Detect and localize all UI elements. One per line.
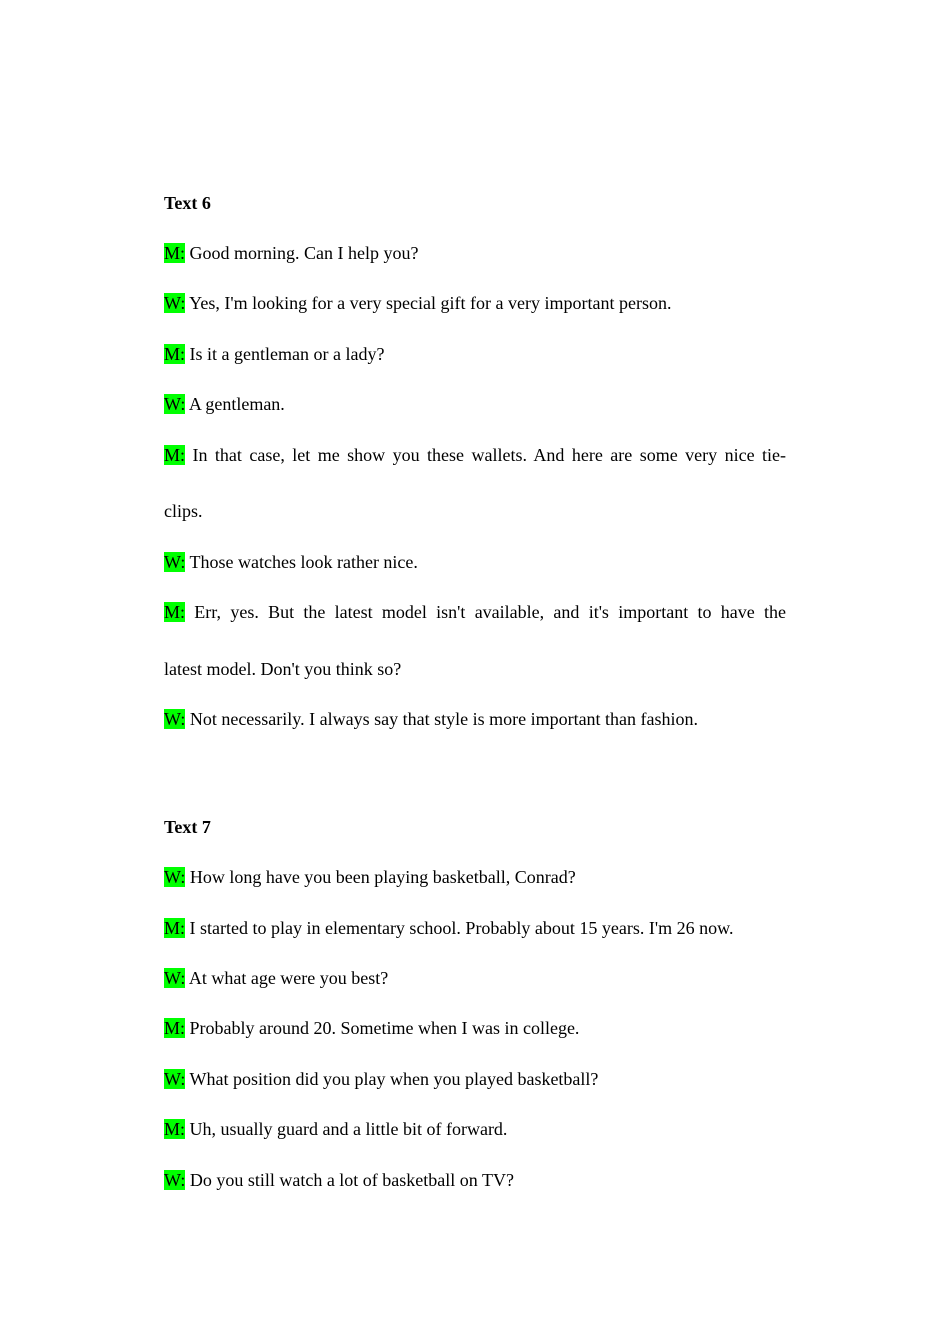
dialogue-line <box>164 1068 786 1090</box>
speaker-label: W: <box>164 1170 186 1190</box>
dialogue-text: In that case, let me show you these wallets. And here are some very nice tie- <box>185 445 786 465</box>
section-title-text-6: Text 6 <box>164 193 211 213</box>
dialogue-line <box>164 1169 786 1191</box>
speaker-label: W: <box>164 968 186 988</box>
speaker-label: M: <box>164 1018 186 1038</box>
dialogue-text: At what age were you best? <box>185 968 389 988</box>
dialogue-text: Is it a gentleman or a lady? <box>185 344 385 364</box>
speaker-label: W: <box>164 709 186 729</box>
speaker-label: M: <box>164 445 186 465</box>
dialogue-line <box>164 551 786 573</box>
dialogue-continuation: clips. <box>164 501 203 521</box>
dialogue-text: Yes, I'm looking for a very special gift for a very important person. <box>185 293 672 313</box>
dialogue-line <box>164 242 786 264</box>
dialogue-line <box>164 1017 786 1039</box>
dialogue-text: Err, yes. But the latest model isn't available, and it's important to have the <box>185 602 786 622</box>
dialogue-text: Uh, usually guard and a little bit of forward. <box>185 1119 508 1139</box>
dialogue-text: A gentleman. <box>185 394 285 414</box>
dialogue-line <box>164 601 786 623</box>
dialogue-text: How long have you been playing basketball, Conrad? <box>185 867 576 887</box>
dialogue-line <box>164 393 786 415</box>
dialogue-text: Probably around 20. Sometime when I was in college. <box>185 1018 580 1038</box>
speaker-label: M: <box>164 1119 186 1139</box>
dialogue-line <box>164 1118 786 1140</box>
speaker-label: W: <box>164 552 186 572</box>
dialogue-text: I started to play in elementary school. Probably about 15 years. I'm 26 now. <box>185 918 734 938</box>
dialogue-line <box>164 917 786 939</box>
speaker-label: M: <box>164 344 186 364</box>
dialogue-continuation: latest model. Don't you think so? <box>164 659 402 679</box>
dialogue-text: Do you still watch a lot of basketball on TV? <box>185 1170 514 1190</box>
dialogue-line <box>164 343 786 365</box>
dialogue-line <box>164 444 786 466</box>
dialogue-line <box>164 866 786 888</box>
dialogue-text: Those watches look rather nice. <box>185 552 418 572</box>
speaker-label: W: <box>164 1069 186 1089</box>
dialogue-line <box>164 292 786 314</box>
dialogue-text: Not necessarily. I always say that style is more important than fashion. <box>185 709 699 729</box>
speaker-label: W: <box>164 394 186 414</box>
dialogue-line <box>164 967 786 989</box>
dialogue-text: What position did you play when you played basketball? <box>185 1069 599 1089</box>
speaker-label: W: <box>164 293 186 313</box>
speaker-label: M: <box>164 918 186 938</box>
speaker-label: M: <box>164 602 186 622</box>
section-title-text-7: Text 7 <box>164 817 211 837</box>
speaker-label: W: <box>164 867 186 887</box>
speaker-label: M: <box>164 243 186 263</box>
dialogue-line <box>164 708 786 730</box>
dialogue-text: Good morning. Can I help you? <box>185 243 419 263</box>
